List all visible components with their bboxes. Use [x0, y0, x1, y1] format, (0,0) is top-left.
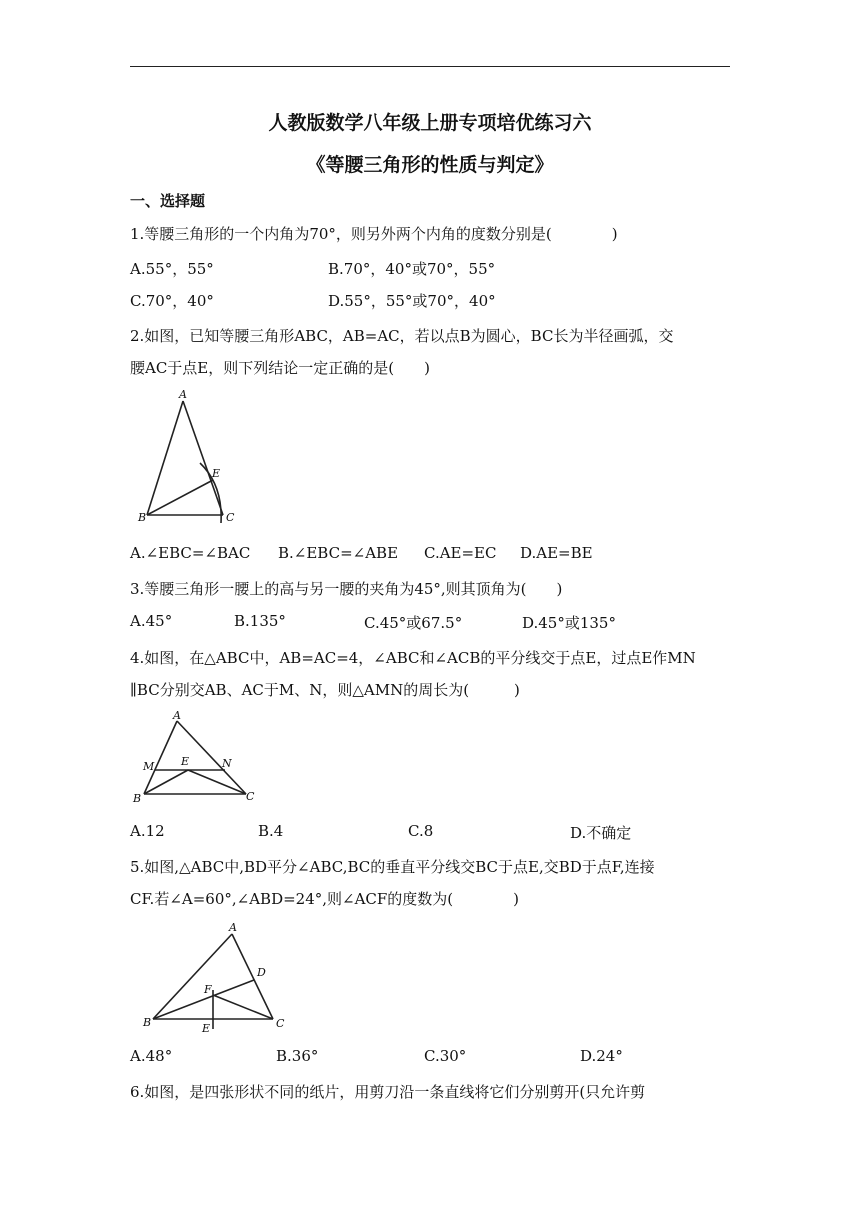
q4-label-c: C	[246, 790, 255, 803]
question-4-options	[130, 822, 730, 842]
page-title: 人教版数学八年级上册专项培优练习六	[268, 112, 592, 134]
q2-label-a: A	[179, 388, 187, 401]
q4-option-b: B.4	[258, 822, 284, 840]
q5-label-c: C	[276, 1017, 285, 1030]
q3-option-c: C.45°或67.5°	[364, 614, 463, 632]
question-5-stem-line2: CF.若∠A=60°,∠ABD=24°,则∠ACF的度数为( )	[130, 890, 520, 908]
q1-option-a: A.55°，55°	[130, 260, 214, 278]
q5-label-f: F	[204, 983, 212, 996]
q2-option-a: A.∠EBC=∠BAC	[130, 544, 251, 562]
q5-label-e: E	[202, 1022, 211, 1035]
q4-option-a: A.12	[130, 822, 165, 840]
q4-label-m: M	[143, 760, 155, 773]
q2-label-e: E	[212, 467, 221, 480]
q2-side-ac	[183, 401, 223, 515]
header-rule	[130, 66, 730, 67]
q4-bisector-be	[144, 770, 188, 794]
q5-label-b: B	[143, 1016, 152, 1029]
question-4-stem-line1: 4.如图，在△ABC中，AB=AC=4，∠ABC和∠ACB的平分线交于点E，过点E作MN	[130, 649, 696, 667]
q5-label-a: A	[229, 921, 237, 934]
question-3-options	[130, 612, 730, 632]
q2-option-d: D.AE=BE	[520, 544, 593, 562]
question-5-options	[130, 1047, 730, 1067]
section-heading: 一、选择题	[130, 192, 206, 210]
question-5-stem-line1: 5.如图,△ABC中,BD平分∠ABC,BC的垂直平分线交BC于点E,交BD于点F,连接	[130, 858, 655, 876]
q4-label-b: B	[133, 792, 142, 805]
question-6-stem: 6.如图，是四张形状不同的纸片，用剪刀沿一条直线将它们分别剪开(只允许剪	[130, 1083, 646, 1101]
q4-label-a: A	[173, 709, 181, 722]
q5-option-d: D.24°	[580, 1047, 623, 1065]
q5-option-a: A.48°	[130, 1047, 173, 1065]
q3-option-d: D.45°或135°	[522, 614, 616, 632]
q3-option-b: B.135°	[234, 612, 286, 630]
q1-option-c: C.70°，40°	[130, 292, 214, 310]
question-2-stem-line1: 2.如图，已知等腰三角形ABC，AB=AC，若以点B为圆心，BC长为半径画弧，交	[130, 327, 674, 345]
q1-option-b: B.70°，40°或70°，55°	[328, 260, 496, 278]
q5-side-ab	[153, 934, 232, 1019]
q4-bisector-ce	[188, 770, 246, 794]
q5-option-c: C.30°	[424, 1047, 467, 1065]
q2-label-b: B	[138, 511, 147, 524]
question-4-stem-line2: ∥BC分别交AB、AC于M、N，则△AMN的周长为( )	[130, 681, 520, 699]
q4-label-n: N	[222, 757, 232, 770]
question-1-options-row1	[130, 258, 730, 278]
question-1-options-row2	[130, 290, 730, 310]
question-3-stem: 3.等腰三角形一腰上的高与另一腰的夹角为45°,则其顶角为( )	[130, 580, 563, 598]
q4-side-ab	[144, 721, 177, 794]
q4-label-e: E	[181, 755, 190, 768]
q2-option-c: C.AE=EC	[424, 544, 497, 562]
q5-option-b: B.36°	[276, 1047, 319, 1065]
q4-option-d: D.不确定	[570, 824, 632, 842]
q4-option-c: C.8	[408, 822, 434, 840]
question-4-figure	[130, 708, 260, 808]
question-1-stem: 1.等腰三角形的一个内角为70°，则另外两个内角的度数分别是( )	[130, 225, 618, 243]
question-2-figure	[130, 385, 240, 530]
q5-label-d: D	[257, 966, 266, 979]
question-5-figure	[130, 918, 295, 1038]
q1-option-d: D.55°，55°或70°，40°	[328, 292, 496, 310]
q2-option-b: B.∠EBC=∠ABE	[278, 544, 399, 562]
question-2-options	[130, 544, 730, 564]
question-2-stem-line2: 腰AC于点E，则下列结论一定正确的是( )	[130, 359, 430, 377]
q3-option-a: A.45°	[130, 612, 173, 630]
q5-side-ac	[232, 934, 273, 1019]
q2-label-c: C	[226, 511, 235, 524]
page-subtitle: 《等腰三角形的性质与判定》	[306, 154, 554, 176]
